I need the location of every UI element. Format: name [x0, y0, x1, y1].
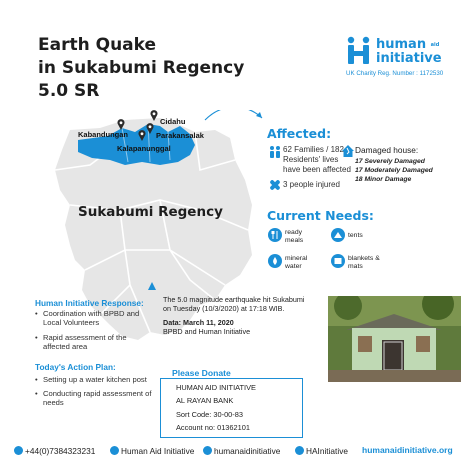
callout-arrow-head	[256, 112, 262, 118]
action-plan-item	[35, 375, 155, 384]
response-item	[35, 309, 155, 327]
footer-facebook-text: Human Aid Initiative	[121, 446, 195, 456]
footer-twitter-text: HAInitiative	[306, 446, 348, 456]
facebook-icon	[110, 446, 119, 455]
charity-number: UK Charity Reg. Number : 1172530	[346, 70, 444, 77]
place-kabandungan: Kabandungan	[78, 130, 128, 139]
damaged-house-icon	[341, 144, 355, 158]
bullet-icon: •	[35, 333, 38, 342]
damage-heading: Damaged house:	[355, 145, 419, 155]
action-plan-title: Today's Action Plan:	[35, 362, 116, 372]
logo-name-line2: initiative	[376, 51, 442, 66]
response-item-text: Rapid assessment of the affected area	[43, 333, 127, 351]
response-item-text: Coordination with BPBD and Local Volunteers	[43, 309, 140, 327]
need-blankets-mats: blankets & mats	[348, 255, 380, 270]
twitter-icon	[295, 446, 304, 455]
footer-website[interactable]: humanaidinitiative.org	[362, 445, 453, 455]
need-mineral-water: mineral water	[285, 255, 308, 270]
footer	[0, 444, 474, 460]
need-ready-meals: ready meals	[285, 229, 304, 244]
footer-facebook[interactable]	[110, 446, 194, 456]
damaged-house-summary	[355, 146, 470, 184]
tent-icon	[331, 228, 345, 242]
water-drop-icon	[268, 254, 282, 268]
damage-minor: 18 Minor Damage	[355, 176, 412, 183]
affected-injured: 3 people injured	[283, 180, 340, 189]
damage-severe: 17 Severely Damaged	[355, 158, 425, 165]
needs-title: Current Needs:	[267, 208, 374, 223]
blanket-icon	[331, 254, 345, 268]
quake-info	[163, 295, 313, 336]
place-kalapanunggal: Kalapanunggal	[117, 144, 171, 153]
whatsapp-icon	[14, 446, 23, 455]
place-parakansalak: Parakansalak	[156, 131, 204, 140]
donate-account-number: Account no: 01362101	[176, 423, 250, 432]
bullet-icon: •	[35, 389, 38, 398]
logo-aid: aid	[430, 42, 440, 48]
region-label: Sukabumi Regency	[78, 204, 223, 220]
footer-phone-text: +44(0)7384323231	[25, 446, 96, 456]
footer-instagram[interactable]	[203, 446, 280, 456]
page-title	[38, 34, 268, 103]
donate-bank: AL RAYAN BANK	[176, 396, 234, 405]
map-pin-icon	[146, 123, 154, 134]
logo-wordmark	[376, 38, 442, 66]
footer-instagram-text: humanaidinitiative	[214, 446, 281, 456]
instagram-icon	[203, 446, 212, 455]
need-tents: tents	[348, 232, 363, 239]
human-initiative-logo[interactable]	[346, 36, 464, 82]
bullet-icon: •	[35, 309, 38, 318]
quake-source: BPBD and Human Initiative	[163, 327, 251, 336]
logo-name-line1: human	[376, 37, 427, 52]
bullet-icon: •	[35, 375, 38, 384]
place-cidahu: Cidahu	[160, 117, 186, 126]
footer-twitter[interactable]	[295, 446, 348, 456]
map-pin-icon	[117, 119, 125, 130]
damage-moderate: 17 Moderately Damaged	[355, 167, 433, 174]
footer-phone[interactable]	[14, 446, 95, 456]
action-plan-item-text: Conducting rapid assessment of needs	[43, 389, 152, 407]
response-item	[35, 333, 155, 351]
map-pin-icon	[138, 130, 146, 141]
title-line-1: Earth Quake	[38, 35, 157, 55]
logo-mark-icon	[346, 36, 372, 66]
affected-title: Affected:	[267, 126, 332, 141]
damaged-house-photo	[328, 296, 461, 382]
action-plan-item-text: Setting up a water kitchen post	[43, 375, 147, 384]
donate-account-name: HUMAN AID INITIATIVE	[176, 383, 256, 392]
callout-arrow	[205, 110, 262, 120]
map-pin-icon	[150, 110, 158, 121]
affected-families: 62 Families / 182 Residents' lives have been affected	[283, 145, 351, 174]
utensils-icon	[268, 228, 282, 242]
quake-description: The 5.0 magnitude earthquake hit Sukabumi on Tuesday (10/3/2020) at 17:18 WIB.	[163, 295, 305, 313]
donate-sort-code: Sort Code: 30-00-83	[176, 410, 243, 419]
injury-icon	[268, 178, 282, 192]
quake-date: Data: March 11, 2020	[163, 318, 234, 327]
info-marker-icon	[148, 282, 156, 290]
title-line-3: 5.0 SR	[38, 81, 100, 101]
donate-title: Please Donate	[172, 368, 231, 378]
response-title: Human Initiative Response:	[35, 298, 144, 308]
action-plan-item	[35, 389, 155, 407]
family-icon	[268, 145, 282, 159]
title-line-2: in Sukabumi Regency	[38, 58, 245, 78]
